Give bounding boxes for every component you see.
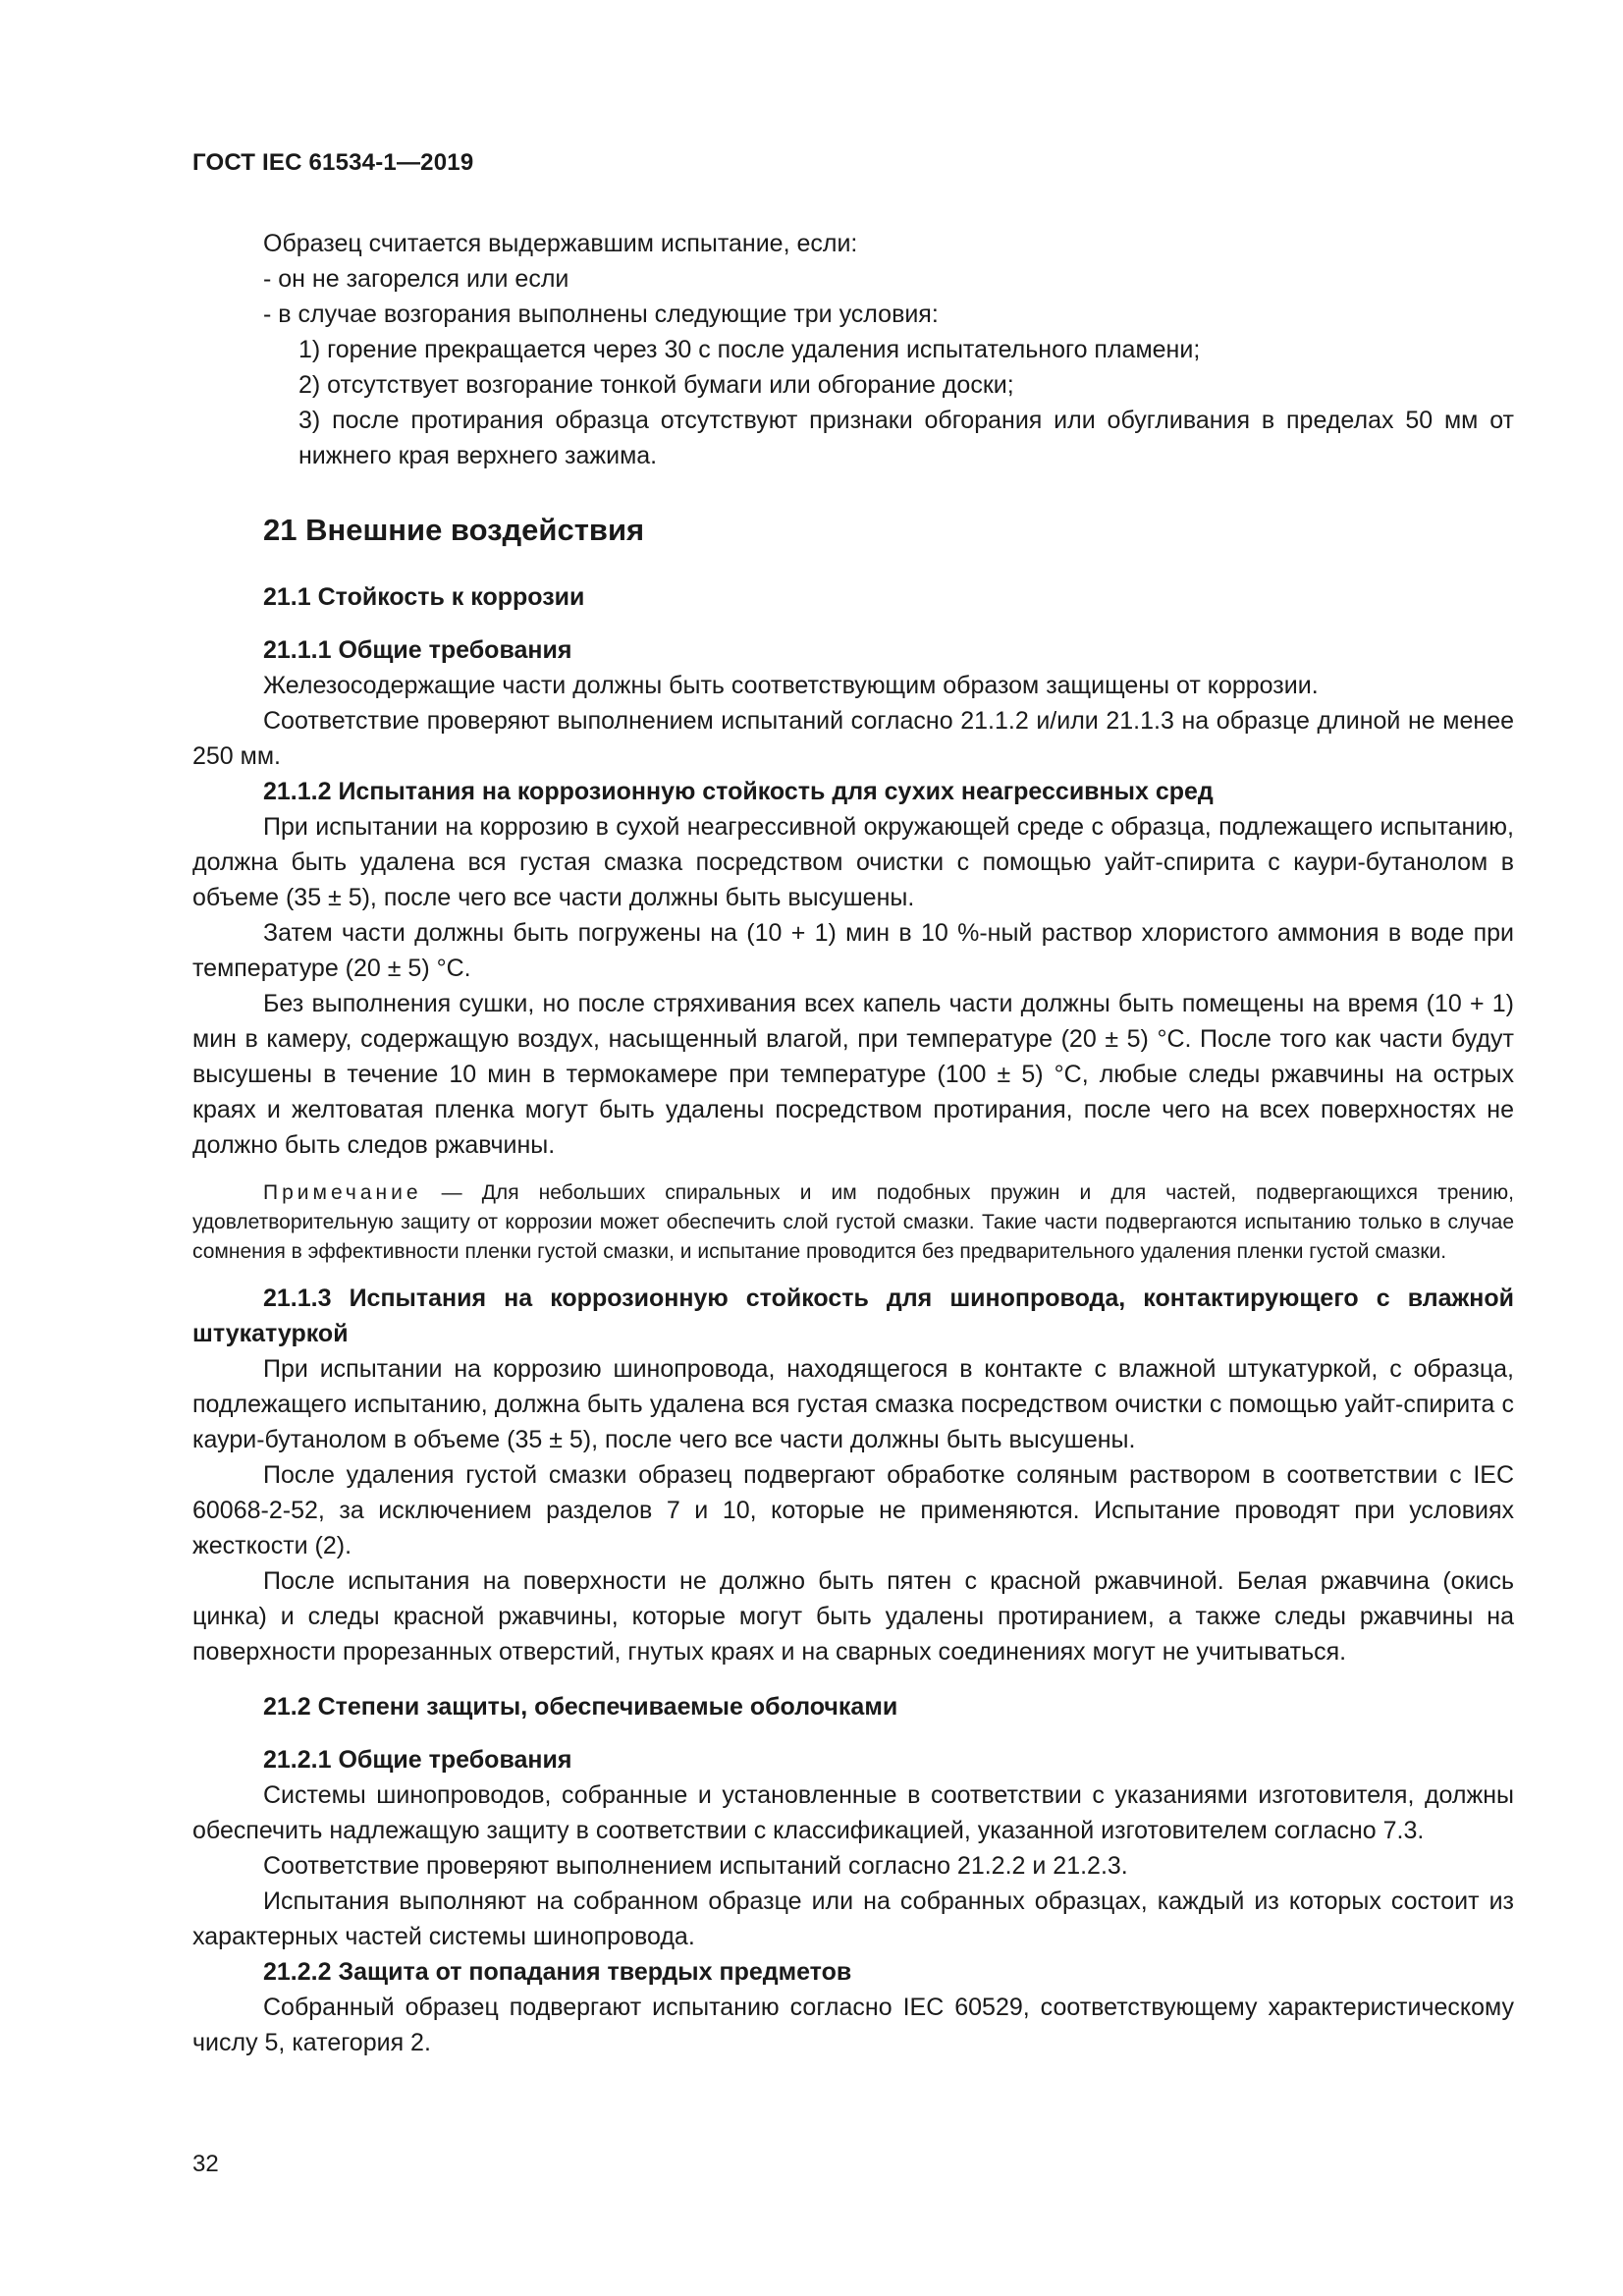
note-text: — Для небольших спиральных и им подобных пружин и для частей, подвергающихся трению, удовлетворительную защиту от коррозии может обеспечить слой густой смазки. Такие части подвергаются испытанию только в случае сомнения в эффективности пленки густой смазки, и испытание проводится без предварительного удаления пленки густой смазки. (192, 1181, 1514, 1263)
paragraph: После испытания на поверхности не должно быть пятен с красной ржавчиной. Белая ржавчина (окись цинка) и следы красной ржавчины, которые могут быть удалены протиранием, а также следы ржавчины на поверхности прорезанных отверстий, гнутых краях и на сварных соединениях могут не учитываться. (192, 1567, 1514, 1666)
note-label: Примечание (263, 1181, 422, 1204)
page-content (192, 226, 1514, 2060)
paragraph: Соответствие проверяют выполнением испытаний согласно 21.1.2 и/или 21.1.3 на образце длиной не менее 250 мм. (192, 707, 1514, 770)
paragraph: Испытания выполняют на собранном образце или на собранных образцах, каждый из которых состоит из характерных частей системы шинопровода. (192, 1887, 1514, 1950)
condition-item: 2) отсутствует возгорание тонкой бумаги или обгорание доски; (298, 371, 1014, 399)
intro-item: - он не загорелся или если (263, 265, 569, 293)
section-heading-21-1-2: 21.1.2 Испытания на коррозионную стойкость для сухих неагрессивных сред (263, 778, 1214, 805)
paragraph: После удаления густой смазки образец подвергают обработке соляным раствором в соответствии с IEC 60068-2-52, за исключением разделов 7 и 10, которые не применяются. Испытание проводят при условиях жесткости (2). (192, 1461, 1514, 1559)
section-heading-21-1-1: 21.1.1 Общие требования (263, 636, 572, 664)
intro-item: - в случае возгорания выполнены следующие три условия: (263, 301, 939, 328)
paragraph: При испытании на коррозию в сухой неагрессивной окружающей среде с образца, подлежащего испытанию, должна быть удалена вся густая смазка посредством очистки с помощью уайт-спирита с каури-бутанолом в объеме (35 ± 5), после чего все части должны быть высушены. (192, 813, 1514, 911)
paragraph: Соответствие проверяют выполнением испытаний согласно 21.2.2 и 21.2.3. (263, 1852, 1128, 1880)
note (192, 1178, 1514, 1267)
paragraph: Затем части должны быть погружены на (10 + 1) мин в 10 %-ный раствор хлористого аммония в воде при температуре (20 ± 5) °C. (192, 919, 1514, 982)
section-heading-21-1-3: 21.1.3 Испытания на коррозионную стойкость для шинопровода, контактирующего с влажной штукатуркой (192, 1285, 1514, 1347)
paragraph: Системы шинопроводов, собранные и установленные в соответствии с указаниями изготовителя, должны обеспечить надлежащую защиту в соответствии с классификацией, указанной изготовителем согласно 7.3. (192, 1781, 1514, 1844)
section-heading-21-2-1: 21.2.1 Общие требования (263, 1746, 572, 1774)
section-heading-21-2: 21.2 Степени защиты, обеспечиваемые оболочками (263, 1693, 898, 1721)
page-number: 32 (192, 2151, 219, 2177)
section-heading-21-2-2: 21.2.2 Защита от попадания твердых предметов (263, 1958, 852, 1986)
section-heading-21-1: 21.1 Стойкость к коррозии (263, 583, 585, 611)
paragraph: При испытании на коррозию шинопровода, находящегося в контакте с влажной штукатуркой, с образца, подлежащего испытанию, должна быть удалена вся густая смазка посредством очистки с помощью уайт-спирита с каури-бутанолом в объеме (35 ± 5), после чего все части должны быть высушены. (192, 1355, 1514, 1453)
condition-item: 1) горение прекращается через 30 с после удаления испытательного пламени; (298, 336, 1201, 363)
intro-lead: Образец считается выдержавшим испытание, если: (263, 230, 858, 257)
paragraph: Собранный образец подвергают испытанию согласно IEC 60529, соответствующему характеристическому числу 5, категория 2. (192, 1994, 1514, 2056)
paragraph: Без выполнения сушки, но после стряхивания всех капель части должны быть помещены на время (10 + 1) мин в камеру, содержащую воздух, насыщенный влагой, при температуре (20 ± 5) °C. После того как части будут высушены в течение 10 мин в термокамере при температуре (100 ± 5) °C, любые следы ржавчины на острых краях и желтоватая пленка могут быть удалены посредством протирания, после чего на всех поверхностях не должно быть следов ржавчины. (192, 990, 1514, 1159)
paragraph: Железосодержащие части должны быть соответствующим образом защищены от коррозии. (263, 672, 1319, 699)
condition-item: 3) после протирания образца отсутствуют признаки обгорания или обугливания в пределах 50 мм от нижнего края верхнего зажима. (298, 407, 1514, 469)
section-heading-21: 21 Внешние воздействия (263, 513, 645, 547)
document-header: ГОСТ IEC 61534-1—2019 (192, 149, 474, 176)
